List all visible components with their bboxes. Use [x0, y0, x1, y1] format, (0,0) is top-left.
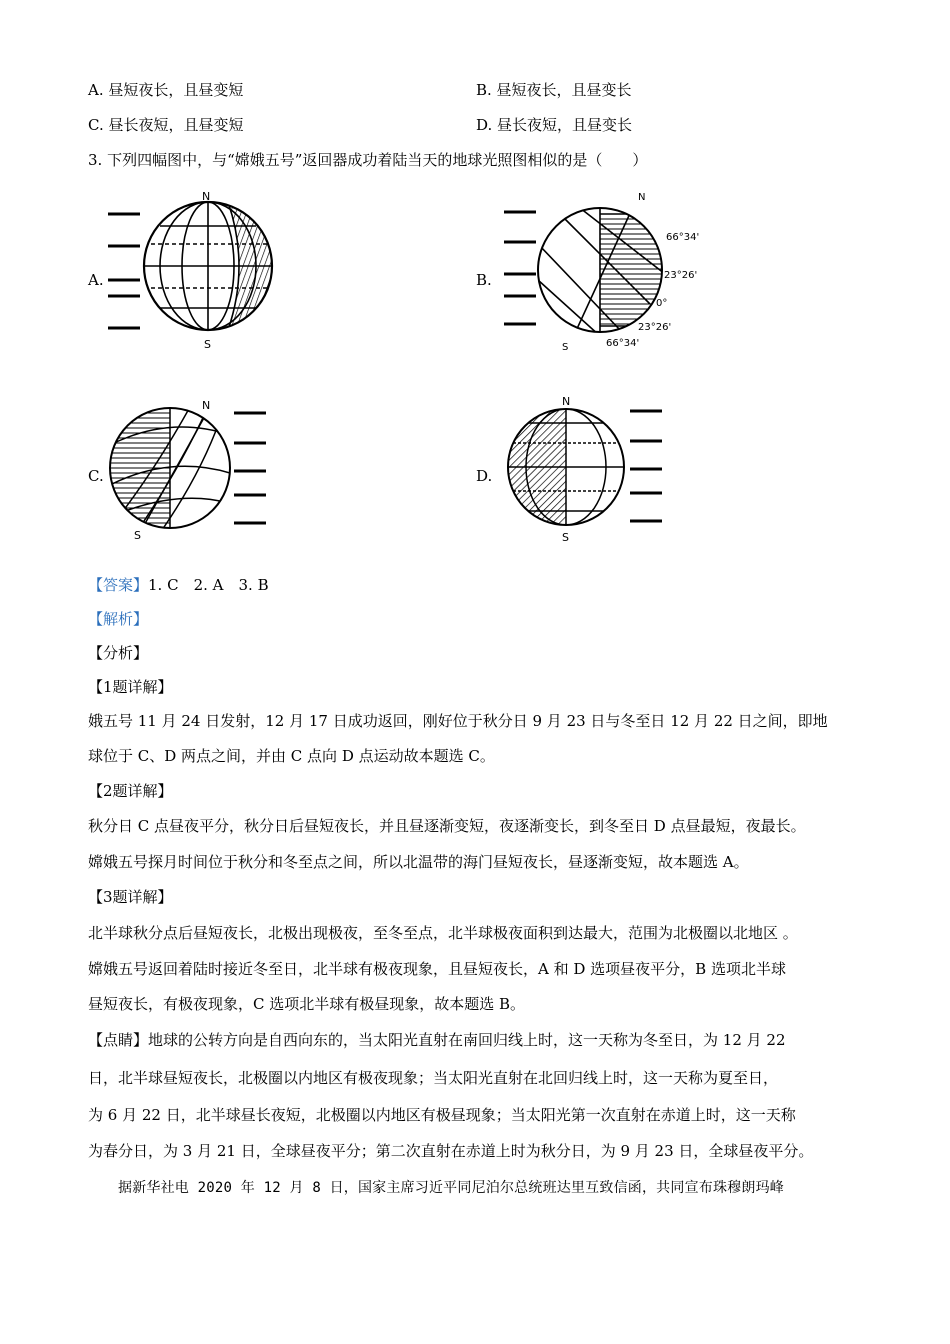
dianjing-line-1 — [88, 1030, 786, 1050]
q3-line-3: 昼短夜长，有极夜现象，C 选项北半球有极昼现象，故本题选 B。 — [88, 995, 526, 1013]
option-a[interactable]: A. 昼短夜长，且昼变短 — [88, 81, 244, 99]
figure-b-lat-23s: 23°26' — [638, 322, 672, 333]
q1-tag: 【1题详解】 — [88, 678, 173, 696]
option-d[interactable]: D. 昼长夜短，且昼变长 — [476, 116, 633, 134]
dianjing-line-3: 为 6 月 22 日，北半球昼长夜短，北极圈以内地区有极昼现象；当太阳光第一次直射在赤道上时，这一天称 — [88, 1106, 796, 1124]
figure-b-lat-23n: 23°26' — [664, 270, 698, 281]
figure-c-globe — [100, 395, 280, 545]
answer-text: 1. C 2. A 3. B — [148, 576, 269, 594]
answer-line — [88, 575, 269, 595]
q1-line-1: 娥五号 11 月 24 日发射，12 月 17 日成功返回，刚好位于秋分日 9 月 23 日与冬至日 12 月 22 日之间，即地 — [88, 712, 828, 730]
dianjing-line-4: 为春分日，为 3 月 21 日，全球昼夜平分；第二次直射在赤道上时为秋分日，为 9 月 23 日，全球昼夜平分。 — [88, 1142, 814, 1160]
q3-tag: 【3题详解】 — [88, 888, 173, 906]
q3-line-1: 北半球秋分点后昼短夜长，北极出现极夜，至冬至点，北半球极夜面积到达最大，范围为北极圈以北地区 。 — [88, 924, 798, 942]
figure-b-north: N — [638, 192, 646, 203]
q2-line-1: 秋分日 C 点昼夜平分，秋分日后昼短夜长，并且昼逐渐变短，夜逐渐变长，到冬至日 D 点昼最短，夜最长。 — [88, 817, 806, 835]
figure-c-south: S — [134, 529, 141, 542]
figure-a-label[interactable]: A. — [88, 271, 104, 289]
figure-a-north: N — [202, 190, 211, 203]
dianjing-line-2: 日，北半球昼短夜长，北极圈以内地区有极夜现象；当太阳光直射在北回归线上时，这一天称为夏至日， — [88, 1069, 779, 1087]
figure-d-label[interactable]: D. — [476, 467, 493, 485]
dianjing-tag: 【点睛】 — [88, 1031, 149, 1049]
dianjing-text-1: 地球的公转方向是自西向东的，当太阳光直射在南回归线上时，这一天称为冬至日，为 12 月 22 — [148, 1031, 786, 1049]
figure-a-globe — [100, 190, 280, 350]
figure-b-lat-0: 0° — [656, 298, 668, 309]
q2-tag: 【2题详解】 — [88, 782, 173, 800]
figure-b-lat-66n: 66°34' — [666, 232, 700, 243]
figure-c-label[interactable]: C. — [88, 467, 104, 485]
q2-line-2: 嫦娥五号探月时间位于秋分和冬至点之间，所以北温带的海门昼短夜长，昼逐渐变短，故本题选 A。 — [88, 853, 749, 871]
figure-d-globe — [498, 393, 678, 545]
figure-c-north: N — [202, 399, 211, 412]
fenxi-tag: 【分析】 — [88, 644, 149, 662]
figure-b-south: S — [562, 342, 569, 353]
figure-d-south: S — [562, 531, 569, 544]
q3-line-2: 嫦娥五号返回着陆时接近冬至日，北半球有极夜现象，且昼短夜长，A 和 D 选项昼夜平分，B 选项北半球 — [88, 960, 786, 978]
figure-b-label[interactable]: B. — [476, 271, 492, 289]
option-b[interactable]: B. 昼短夜长，且昼变长 — [476, 81, 632, 99]
question-3: 3. 下列四幅图中，与“嫦娥五号”返回器成功着陆当天的地球光照图相似的是（ ） — [88, 151, 648, 169]
figure-b-globe — [500, 186, 710, 354]
passage-first-line: 据新华社电 2020 年 12 月 8 日，国家主席习近平同尼泊尔总统班达里互致信函，共同宣布珠穆朗玛峰 — [118, 1180, 784, 1196]
q1-line-2: 球位于 C、D 两点之间，并由 C 点向 D 点运动故本题选 C。 — [88, 747, 495, 765]
figure-b-lat-66s: 66°34' — [606, 338, 640, 349]
answer-tag: 【答案】 — [88, 576, 149, 594]
figure-d-north: N — [562, 395, 571, 408]
option-c[interactable]: C. 昼长夜短，且昼变短 — [88, 116, 244, 134]
analysis-tag: 【解析】 — [88, 610, 149, 628]
figure-a-south: S — [204, 338, 211, 350]
